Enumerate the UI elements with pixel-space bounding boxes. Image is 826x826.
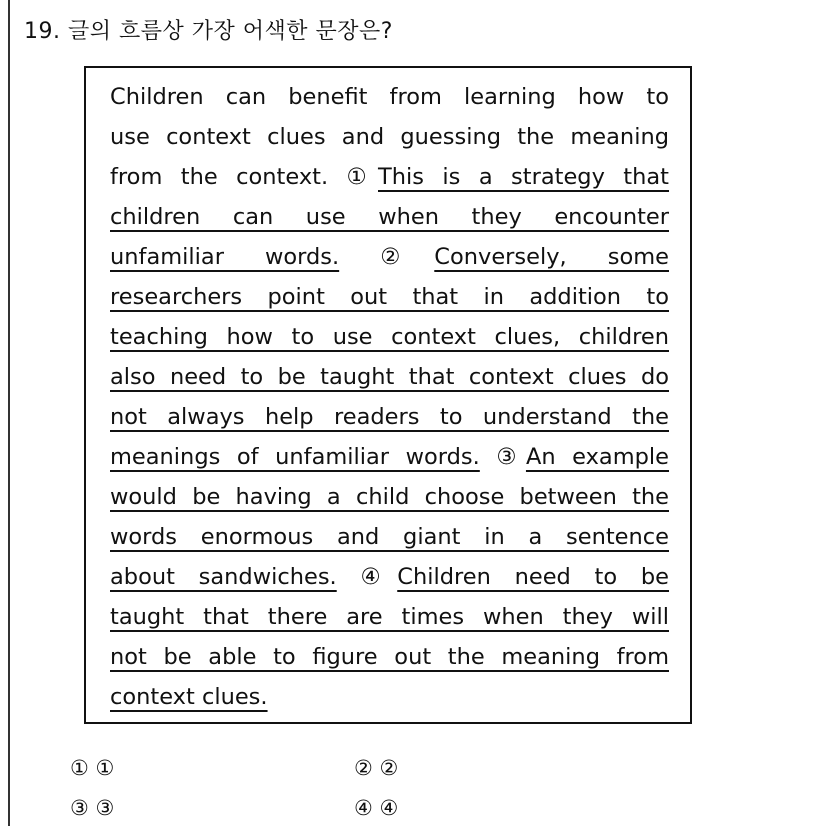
passage-text: ④	[336, 564, 398, 590]
passage-line	[110, 280, 669, 314]
passage-line	[110, 520, 669, 554]
passage-text: ②	[339, 244, 435, 270]
underlined-text: taught that there are times when they will	[110, 604, 669, 630]
underlined-text: unfamiliar words.	[110, 244, 340, 270]
passage-text: Children can benefit from learning how to	[110, 84, 669, 110]
passage-line	[110, 440, 669, 474]
option-marker: ①	[70, 756, 89, 780]
underlined-text: Conversely, some	[434, 244, 669, 270]
passage-text: from the context.	[110, 164, 347, 190]
underlined-text: context clues.	[110, 684, 268, 710]
passage-line	[110, 680, 669, 714]
underlined-text: not always help readers to understand the	[110, 404, 669, 430]
answer-option-1[interactable]	[70, 756, 114, 780]
passage-line	[110, 240, 669, 274]
underlined-text: This is a strategy that	[378, 164, 670, 190]
passage-line	[110, 120, 669, 154]
underlined-text: also need to be taught that context clues do	[110, 364, 669, 390]
underlined-text: teaching how to use context clues, children	[110, 324, 669, 350]
passage-line	[110, 80, 669, 114]
underlined-text: researchers point out that in addition to	[110, 284, 669, 310]
option-value: ②	[379, 756, 399, 780]
option-value: ①	[95, 756, 115, 780]
passage-line	[110, 560, 669, 594]
passage-line	[110, 160, 669, 194]
answer-option-4[interactable]	[354, 796, 398, 820]
underlined-text: not be able to figure out the meaning from	[110, 644, 669, 670]
passage-text: use context clues and guessing the meaning	[110, 124, 669, 150]
passage-line	[110, 360, 669, 394]
passage-line	[110, 640, 669, 674]
answer-option-3[interactable]	[70, 796, 114, 820]
option-marker: ④	[354, 796, 373, 820]
underlined-text: about sandwiches.	[110, 564, 337, 590]
passage-line	[110, 320, 669, 354]
passage-box	[84, 66, 692, 724]
underlined-text: meanings of unfamiliar words.	[110, 444, 480, 470]
passage-text: ③	[479, 444, 526, 470]
passage-text: ①	[346, 164, 378, 190]
question-title: 19. 글의 흐름상 가장 어색한 문장은?	[24, 19, 393, 44]
underlined-text: An example	[525, 444, 670, 470]
underlined-text: words enormous and giant in a sentence	[110, 524, 669, 550]
option-value: ③	[95, 796, 115, 820]
left-margin-rule	[8, 0, 10, 826]
underlined-text: would be having a child choose between the	[110, 484, 669, 510]
underlined-text: children can use when they encounter	[110, 204, 669, 230]
option-value: ④	[379, 796, 399, 820]
passage-line	[110, 200, 669, 234]
answer-option-2[interactable]	[354, 756, 398, 780]
passage-line	[110, 400, 669, 434]
option-marker: ②	[354, 756, 373, 780]
underlined-text: Children need to be	[397, 564, 670, 590]
option-marker: ③	[70, 796, 89, 820]
passage-line	[110, 480, 669, 514]
passage-line	[110, 600, 669, 634]
